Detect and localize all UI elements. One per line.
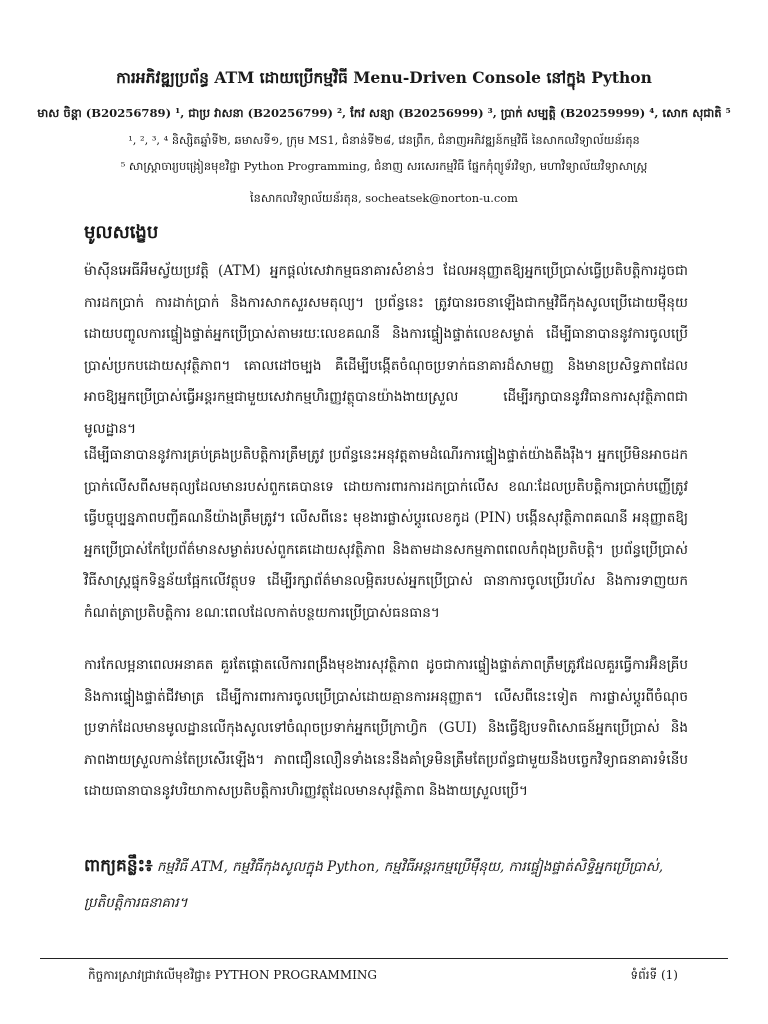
keywords-text: កម្មវិធី ATM, កម្មវិធីកុងសូលក្នុង Python, កម្មវិធីអន្តរកម្មប្រើម៉ឺនុយ, ការផ្ទៀងផ្ទាត់សិទ្ធិអ្នកប្រើប្រាស់, ប្រតិបត្តិការធនាគារ។ <box>84 859 664 911</box>
keywords-label: ពាក្យគន្លឹះ៖ <box>84 856 153 876</box>
affiliation-students: ¹, ², ³, ⁴ និស្សិតឆ្នាំទី២, ឆមាសទី១, ក្រុម MS1, ជំនាន់ទី២៨, វេនព្រឹក, ជំនាញអភិវឌ្ឍន៍កម្មវិធី នៃសាកលវិទ្យាល័យន័រតុន <box>128 133 640 147</box>
paper-title: ការអភិវឌ្ឍប្រព័ន្ធ ATM ដោយប្រើកម្មវិធី Menu-Driven Console នៅក្នុង Python <box>116 68 652 87</box>
abstract-heading: មូលសង្ខេប <box>84 222 159 243</box>
affiliation-lecturer: ⁵ សាស្ត្រាចារ្យបង្រៀនមុខវិជ្ជា Python Programming, ជំនាញ សរសេរកម្មវិធី ផ្នែកកុំព្យូទ័រវិទ្យា, មហាវិទ្យាល័យវិទ្យាសាស្ត្រ <box>120 159 648 173</box>
footer-course: កិច្ចការស្រាវជ្រាវលើមុខវិជ្ជា៖ PYTHON PROGRAMMING <box>88 968 377 982</box>
abstract-paragraph-3: ការកែលម្អនាពេលអនាគត គួរតែផ្តោតលើការពង្រឹងមុខងារសុវត្ថិភាព ដូចជាការផ្ទៀងផ្ទាត់ភាពត្រឹមត្រូវដែលគួរធ្វើការអ៊ិនគ្រីប និងការផ្ទៀងផ្ទាត់ជីវមាត្រ ដើម្បីការពារការចូលប្រើប្រាស់ដោយគ្មានការអនុញ្ញាត។ លើសពីនេះទៀត ការផ្លាស់ប្តូរពីចំណុចប្រទាក់ដែលមានមូលដ្ឋានលើកុងសូលទៅចំណុចប្រទាក់អ្នកប្រើក្រាហ្វិក (GUI) និងធ្វើឱ្យបទពិសោធន៍អ្នកប្រើប្រាស់ និងភាពងាយស្រួលកាន់តែប្រសើរឡើង។ ភាពជឿនលឿនទាំងនេះនឹងគាំទ្រមិនត្រឹមតែប្រព័ន្ធជាមួយនឹងបច្ចេកវិទ្យាធនាគារទំនើប ដោយធានាបាននូវបរិយាកាសប្រតិបត្តិការហិរញ្ញវត្ថុដែលមានសុវត្ថិភាព និងងាយស្រួលប្រើ។ <box>84 657 688 800</box>
keywords-block <box>84 848 688 921</box>
footer-divider <box>40 958 728 959</box>
abstract-paragraph-1: ម៉ាស៊ីនអេធីអឹមស្វ័យប្រវត្តិ (ATM) អ្នកផ្តល់សេវាកម្មធនាគារសំខាន់ៗ ដែលអនុញ្ញាតឱ្យអ្នកប្រើប្រាស់ធ្វើប្រតិបត្តិការដូចជាការដកប្រាក់ ការដាក់ប្រាក់ និងការសាកសួរសមតុល្យ។ ប្រព័ន្ធនេះ ត្រូវបានរចនាឡើងជាកម្មវិធីកុងសូលប្រើដោយម៉ឺនុយ ដោយបញ្ចូលការផ្ទៀងផ្ទាត់អ្នកប្រើប្រាស់តាមរយៈលេខគណនី និងការផ្ទៀងផ្ទាត់លេខសម្ងាត់ ដើម្បីធានាបាននូវការចូលប្រើប្រាស់ប្រកបដោយសុវត្ថិភាព។ គោលដៅចម្បង គឺដើម្បីបង្កើតចំណុចប្រទាក់ធនាគារដ៏សាមញ្ញ និងមានប្រសិទ្ធភាពដែលអាចឱ្យអ្នកប្រើប្រាស់ធ្វើអន្តរកម្មជាមួយសេវាកម្មហិរញ្ញវត្ថុបានយ៉ាងងាយស្រួល ដើម្បីរក្សាបាននូវវិធានការសុវត្ថិភាពជាមូលដ្ឋាន។ <box>84 263 688 437</box>
page-number: ទំព័រទី (1) <box>630 968 678 982</box>
affiliation-university-email: នៃសាកលវិទ្យាល័យន័រតុន, socheatsek@norton-u.com <box>250 191 518 205</box>
abstract-paragraph-2: ដើម្បីធានាបាននូវការគ្រប់គ្រងប្រតិបត្តិការត្រឹមត្រូវ ប្រព័ន្ធនេះអនុវត្តតាមដំណើរការផ្ទៀងផ្ទាត់យ៉ាងតឹងរ៉ឹង។ អ្នកប្រើមិនអាចដកប្រាក់លើសពីសមតុល្យដែលមានរបស់ពួកគេបានទេ ដោយការពារការដកប្រាក់លើស ខណៈដែលប្រតិបត្តិការប្រាក់បញ្ញើត្រូវធ្វើបច្ចុប្បន្នភាពបញ្ជីគណនីយ៉ាងត្រឹមត្រូវ។ លើសពីនេះ មុខងារផ្លាស់ប្តូរលេខកូដ (PIN) បង្កើនសុវត្ថិភាពគណនី អនុញ្ញាតឱ្យអ្នកប្រើប្រាស់កែប្រែព័ត៌មានសម្ងាត់របស់ពួកគេដោយសុវត្ថិភាព និងតាមដានសកម្មភាពពេលកំពុងប្រតិបត្តិ។ ប្រព័ន្ធប្រើប្រាស់វិធីសាស្ត្រផ្ទុកទិន្នន័យផ្អែកលើវត្ថុបទ ដើម្បីរក្សាព័ត៌មានលម្អិតរបស់អ្នកប្រើប្រាស់ ធានាការចូលប្រើរហ័ស និងការទាញយកកំណត់ត្រាប្រតិបត្តិការ ខណៈពេលដែលកាត់បន្ថយការប្រើប្រាស់ធនធាន។ <box>84 447 688 621</box>
author-list: មាស ចិន្តា (B20256789) ¹, ជាប្រ វាសនា (B20256799) ², កែវ សន្យា (B20256999) ³, ប្រាក់ សម្បត្តិ (B20259999) ⁴, សោក សុជាតិ ⁵ <box>37 106 731 120</box>
